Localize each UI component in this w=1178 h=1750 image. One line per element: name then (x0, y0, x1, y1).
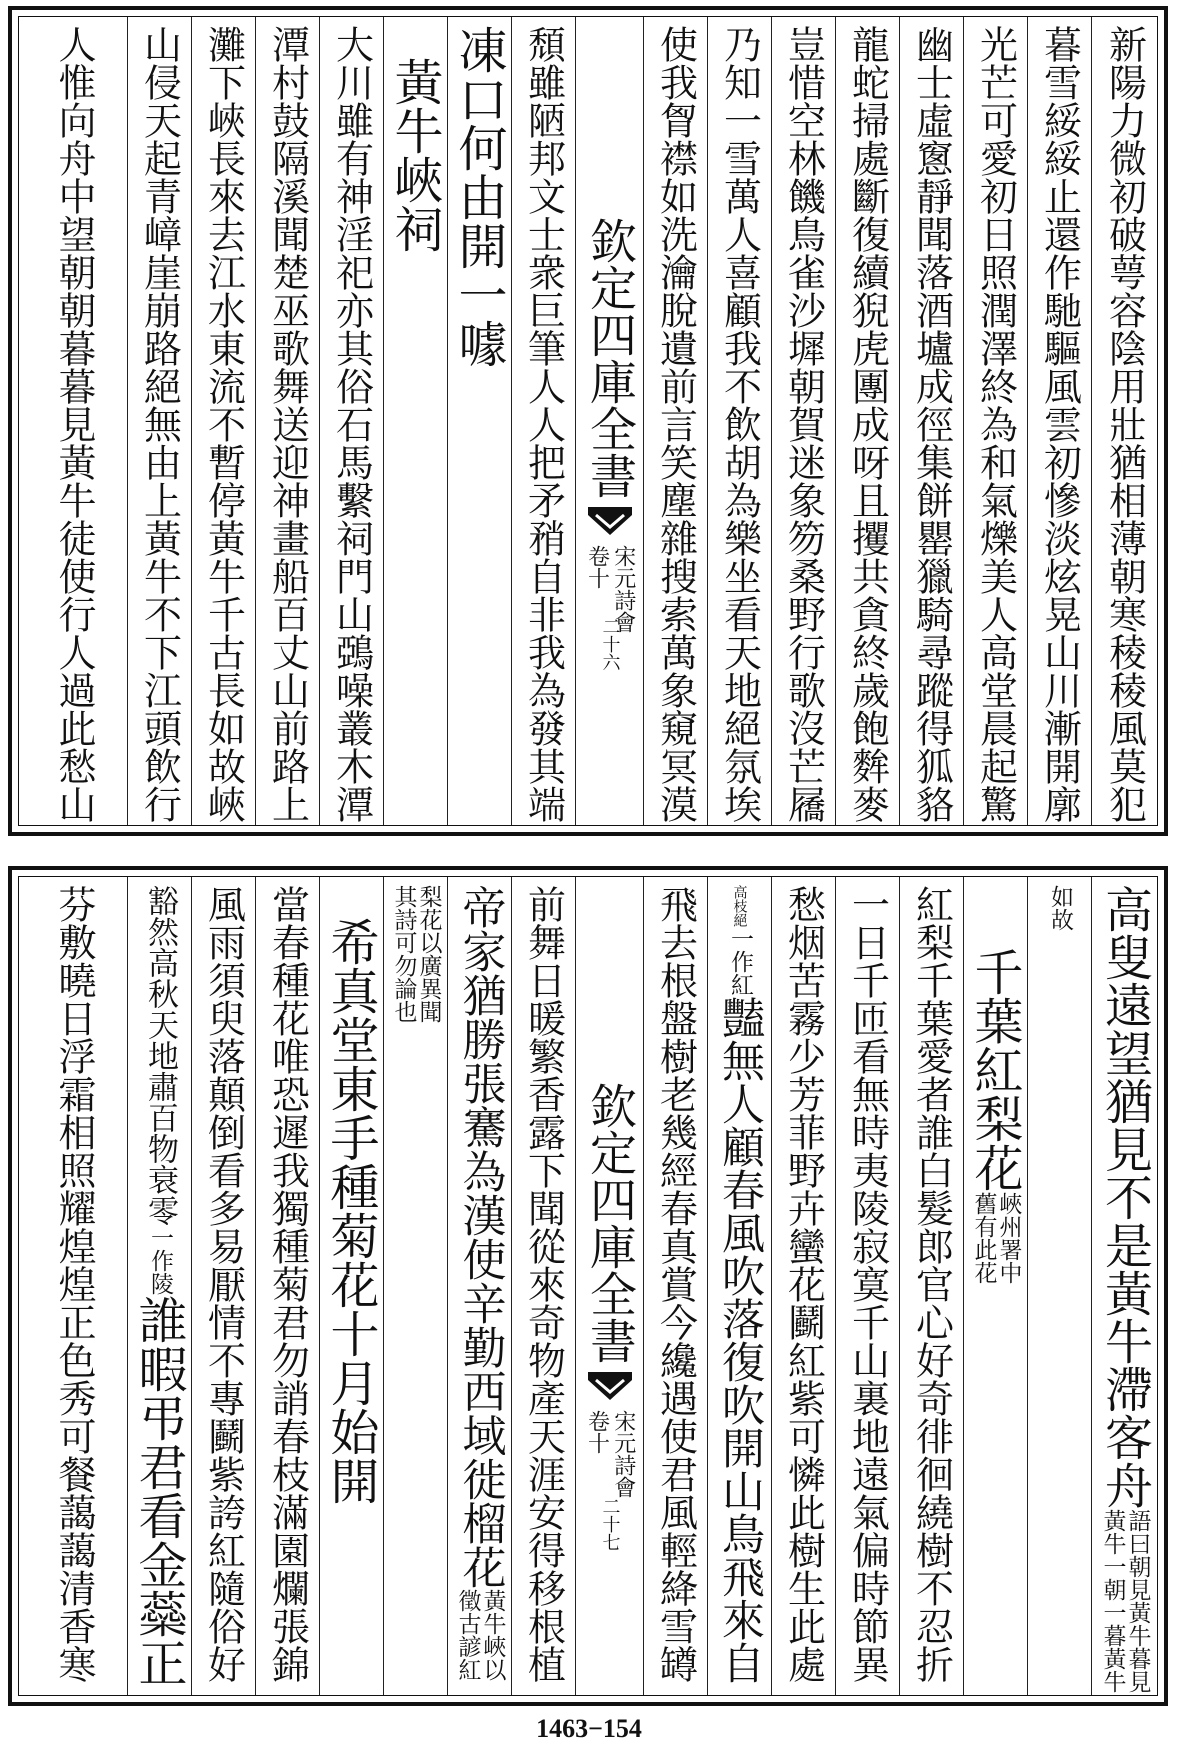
column-text: 灘下峽長來去江水東流不暫停黃牛千古長如故峽 (201, 25, 246, 823)
column-text: 一日千匝看無時夷陵寂寞千山裏地遠氣偏時節異 (845, 885, 890, 1683)
column-text: 新陽力微初破萼容陰用壯猶相薄朝寒稜稜風莫犯 (1102, 25, 1147, 823)
annotation-line: 一作陵 (147, 1226, 173, 1295)
text-column (899, 17, 963, 825)
column-text: 頹雖陋邦文士衆巨筆人人把矛矟自非我為發其端 (521, 25, 566, 823)
text-column (707, 17, 771, 825)
column-text: 前舞日暖繁香露下聞從來奇物產天涯安得移根植 (521, 885, 566, 1683)
column-text: 紅梨千葉愛者誰白髮郎官心好奇徘徊繞樹不忍折 (909, 885, 954, 1683)
column-text: 豁然高秋天地肅百物衰零 (142, 885, 178, 1226)
column-text: 山侵天起青嶂崖崩路絕無由上黃牛不下江頭飲行 (137, 25, 182, 823)
column-text: 愁烟苦霧少芳菲野卉蠻花鬬紅紫可憐此樹生此處 (781, 885, 826, 1683)
column-text: 龍蛇掃處斷復續猊虎團成呀且攫共貪終歲飽麰麥 (845, 25, 890, 823)
fish-tail-mark-icon (586, 505, 634, 539)
text-column (963, 877, 1027, 1695)
text-column (899, 877, 963, 1695)
text-column (21, 17, 127, 825)
band-juan: 卷十 (584, 545, 610, 589)
text-column (127, 877, 191, 1695)
annotation-line: 語曰朝見黃牛暮見 (1124, 1509, 1151, 1693)
text-column (1091, 17, 1157, 825)
column-text: 誰暇弔君看金蘂正 (131, 1295, 188, 1687)
annotation (392, 877, 440, 1695)
column-text: 潭村鼓隔溪聞楚巫歌舞送迎神畫船百丈山前路上 (265, 25, 310, 823)
annotation-line: 舊有此花 (970, 1192, 997, 1284)
center-band (575, 17, 643, 825)
text-column (447, 17, 511, 825)
page-footer-number: 1463−154 (536, 1714, 642, 1743)
text-column (835, 17, 899, 825)
column-text: 芬敷曉日浮霜相照耀煌煌正色秀可餐藹藹清香寒 (52, 885, 96, 1683)
text-column (319, 17, 383, 825)
column-text: 人惟向舟中望朝朝暮暮見黃牛徒使行人過此愁山 (52, 25, 96, 823)
annotation (456, 1589, 504, 1681)
annotation (148, 1226, 171, 1295)
column-text: 暮雪綏綏止還作馳驅風雲初慘淡炫晃山川漸開廓 (1037, 25, 1082, 823)
band-juan: 卷十 (584, 1410, 610, 1454)
band-volume (584, 1410, 634, 1498)
band-collection: 宋元詩會 (610, 1410, 636, 1498)
poem-title: 千葉紅梨花 (967, 947, 1024, 1192)
text-column (643, 17, 707, 825)
text-column (383, 17, 447, 825)
text-column (707, 877, 771, 1695)
band-collection: 宋元詩會 (610, 545, 636, 633)
column-text: 飛去根盤樹老幾經春真賞今纔遇使君風輕絳雪罇 (653, 885, 698, 1683)
text-column (255, 877, 319, 1695)
text-column (383, 877, 447, 1695)
text-column (643, 877, 707, 1695)
column-text: 高枝絕 (731, 885, 748, 927)
column-text: 帝家猶勝張騫為漢使辛勤西域徙榴花 (454, 885, 506, 1589)
text-column (21, 877, 127, 1695)
column-text: 高叟遠望猶見不是黃牛滯客舟 (1096, 885, 1153, 1509)
annotation (972, 1192, 1020, 1284)
column-text: 風雨須臾落顛倒看多易厭情不專鬬紫誇紅隨俗好 (201, 885, 246, 1683)
annotation-line: 黃牛峽以 (479, 1589, 506, 1681)
column-text: 使我胷襟如洗瀹脫遺前言笑塵雜搜索萬象窺冥漠 (653, 25, 698, 823)
text-column (511, 877, 575, 1695)
center-band (575, 877, 643, 1695)
band-title: 欽定四庫全書 (582, 1082, 637, 1364)
annotation (1048, 877, 1071, 1695)
column-text: 凍口何由開一噱 (451, 25, 508, 368)
annotation (1101, 1509, 1149, 1693)
text-column (191, 17, 255, 825)
annotation-line: 梨花以廣異聞 (415, 885, 442, 1023)
poem-title: 黃牛峽祠 (387, 57, 444, 253)
column-text: 乃知一雪萬人喜顧我不飲胡為樂坐看天地絕氛埃 (717, 25, 762, 823)
band-page-number: 二十七 (599, 1497, 621, 1551)
annotation (728, 927, 751, 996)
band-title: 欽定四庫全書 (582, 217, 637, 499)
upper-page-frame (18, 16, 1158, 826)
text-column (511, 17, 575, 825)
annotation-line: 一作紅 (727, 927, 753, 996)
annotation-line: 峽州署中 (995, 1192, 1022, 1284)
annotation-line: 其詩可勿論也 (390, 885, 417, 1023)
band-page-number: 二十六 (599, 617, 621, 671)
column-text: 幽士虛窻靜聞落酒壚成徑集餅罌獵騎尋蹤得狐貉 (909, 25, 954, 823)
text-column (1027, 17, 1091, 825)
annotation-line: 黃牛一朝一暮黃牛 (1099, 1509, 1126, 1693)
text-column (1027, 877, 1091, 1695)
column-text: 豈惜空林饑鳥雀沙墀朝賀迷象笏桑野行歌沒芒屩 (781, 25, 826, 823)
lower-page-frame (18, 876, 1158, 1696)
annotation-line: 徵古諺紅 (454, 1589, 481, 1681)
poem-title: 希真堂東手種菊花十月始開 (323, 917, 380, 1505)
column-text: 大川雖有神淫祀亦其俗石馬繫祠門山鵶噪叢木潭 (329, 25, 374, 823)
text-column (771, 877, 835, 1695)
lower-page (8, 866, 1168, 1706)
fish-tail-mark-icon (586, 1370, 634, 1404)
upper-page (8, 6, 1168, 836)
annotation-line: 如故 (1047, 885, 1073, 931)
text-column (963, 17, 1027, 825)
text-column (191, 877, 255, 1695)
text-column (255, 17, 319, 825)
column-text: 豔無人顧春風吹落復吹開山鳥飛來自 (715, 996, 765, 1684)
text-column (1091, 877, 1157, 1695)
text-column (319, 877, 383, 1695)
column-text: 光芒可愛初日照潤澤終為和氣爍美人高堂晨起驚 (973, 25, 1018, 823)
text-column (127, 17, 191, 825)
text-column (771, 17, 835, 825)
column-text: 當春種花唯恐遲我獨種菊君勿誚春枝滿園爛張錦 (265, 885, 310, 1683)
text-column (835, 877, 899, 1695)
text-column (447, 877, 511, 1695)
